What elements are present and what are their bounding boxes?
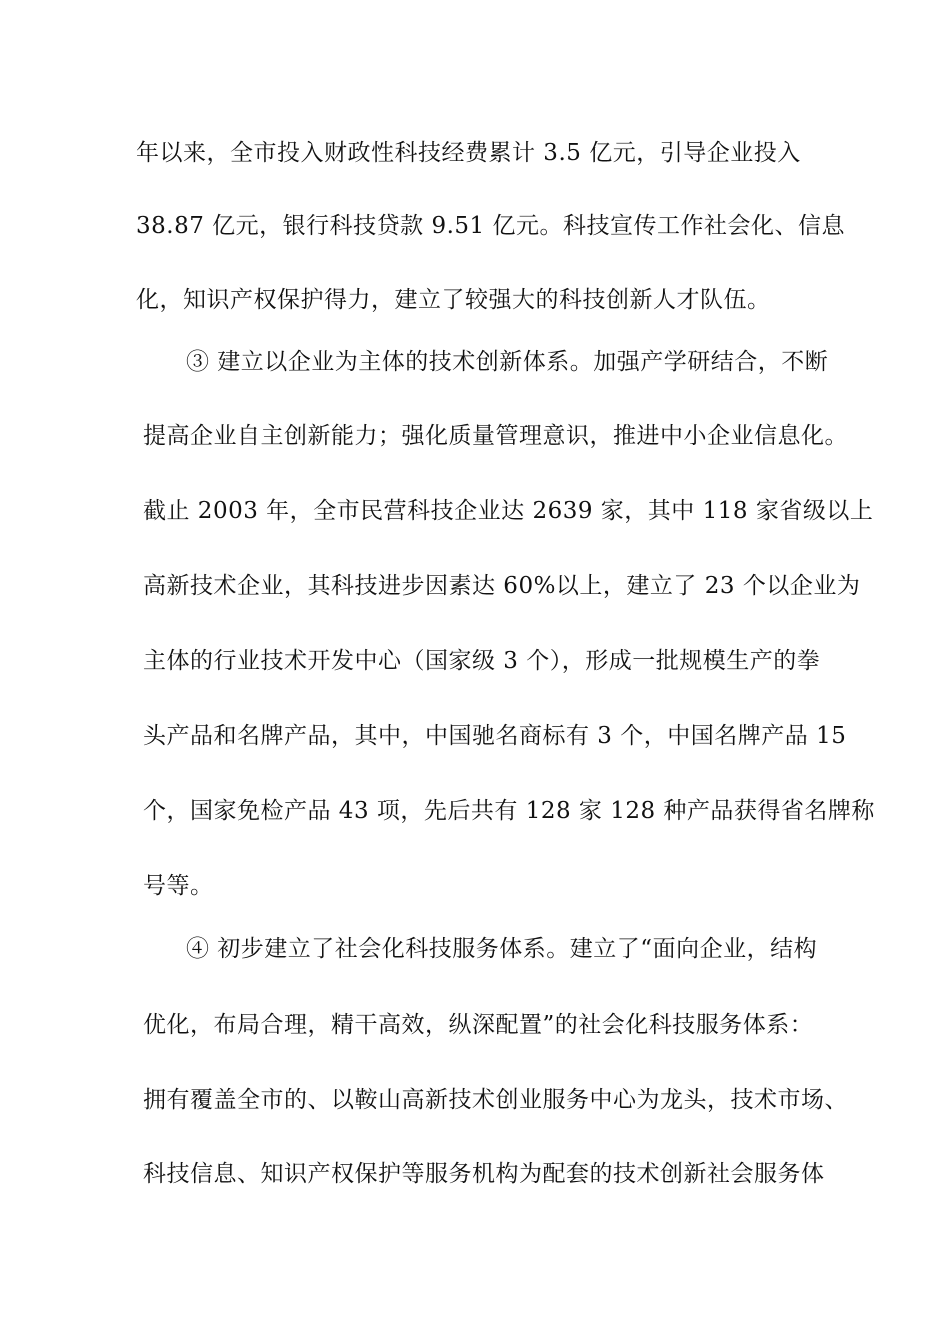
text-line-15: 科技信息、知识产权保护等服务机构为配套的技术创新社会服务体 (143, 1161, 825, 1187)
text-line-12: ④ 初步建立了社会化科技服务体系。建立了“面向企业，结构 (186, 936, 818, 962)
text-line-5: 提高企业自主创新能力；强化质量管理意识，推进中小企业信息化。 (143, 423, 848, 449)
text-line-7: 高新技术企业，其科技进步因素达 60%以上，建立了 23 个以企业为 (143, 573, 861, 599)
text-line-11: 号等。 (143, 873, 214, 899)
text-line-14: 拥有覆盖全市的、以鞍山高新技术创业服务中心为龙头，技术市场、 (143, 1087, 848, 1113)
text-line-9: 头产品和名牌产品，其中，中国驰名商标有 3 个，中国名牌产品 15 (143, 723, 847, 749)
text-line-10: 个，国家免检产品 43 项，先后共有 128 家 128 种产品获得省名牌称 (143, 798, 875, 824)
text-line-3: 化，知识产权保护得力，建立了较强大的科技创新人才队伍。 (136, 287, 771, 313)
text-line-13: 优化，布局合理，精干高效，纵深配置”的社会化科技服务体系： (143, 1012, 814, 1038)
text-line-1: 年以来，全市投入财政性科技经费累计 3.5 亿元，引导企业投入 (136, 140, 801, 166)
text-line-6: 截止 2003 年，全市民营科技企业达 2639 家，其中 118 家省级以上 (143, 498, 874, 524)
text-line-8: 主体的行业技术开发中心（国家级 3 个），形成一批规模生产的拳 (143, 648, 821, 674)
text-line-2: 38.87 亿元，银行科技贷款 9.51 亿元。科技宣传工作社会化、信息 (136, 213, 845, 239)
text-line-4: ③ 建立以企业为主体的技术创新体系。加强产学研结合，不断 (186, 349, 829, 375)
